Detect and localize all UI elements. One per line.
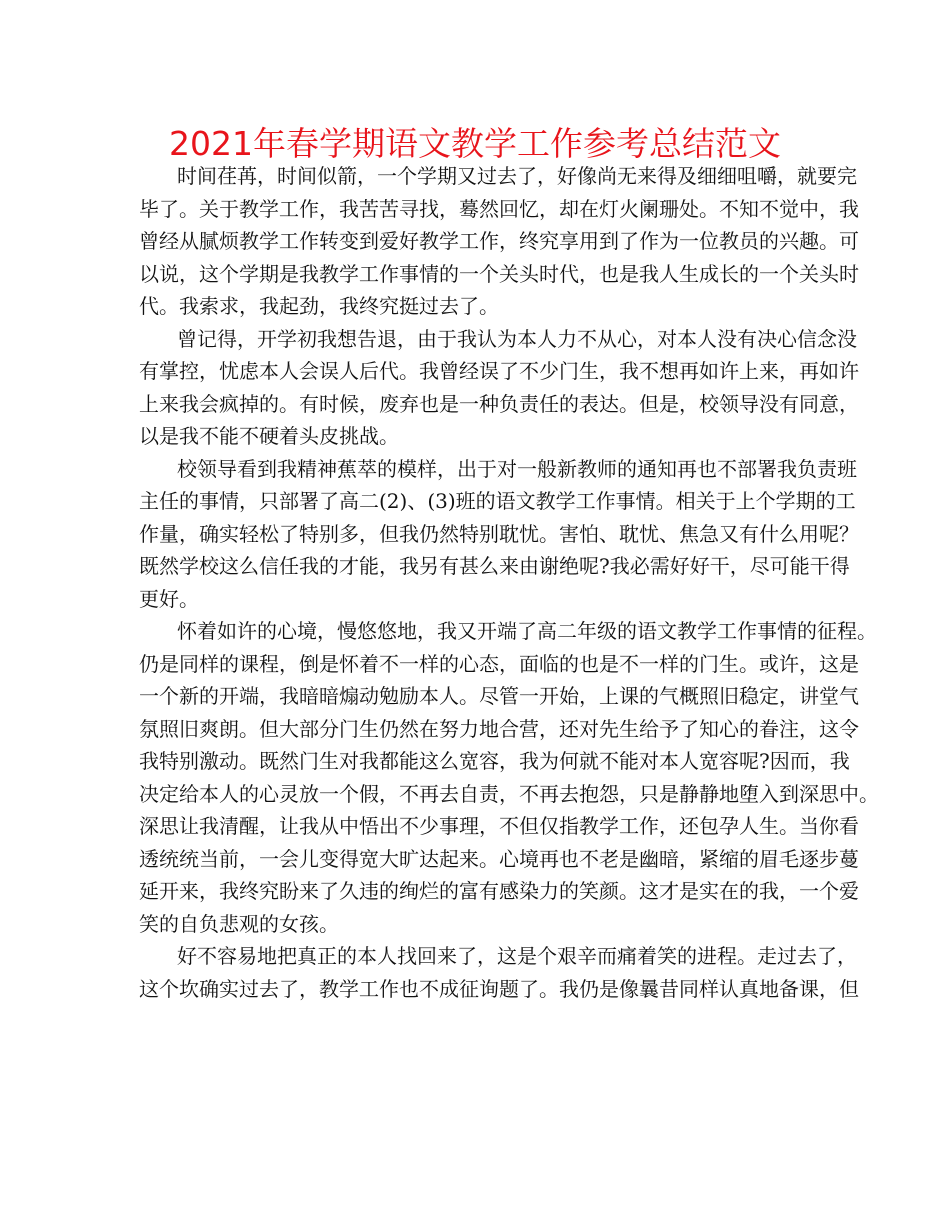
paragraph-line: 作量，确实轻松了特别多，但我仍然特别耽忧。害怕、耽忧、焦急又有什么用呢？ bbox=[139, 521, 859, 546]
paragraph-5 bbox=[139, 940, 859, 1005]
paragraph-line: 代。我索求，我起劲，我终究挺过去了。 bbox=[139, 294, 499, 318]
paragraph-line: 好不容易地把真正的本人找回来了，这是个艰辛而痛着笑的进程。走过去了， bbox=[177, 944, 857, 968]
paragraph-line: 以是我不能不硬着头皮挑战。 bbox=[139, 424, 399, 448]
paragraph-line: 延开来，我终究盼来了久违的绚烂的富有感染力的笑颜。这才是实在的我，一个爱 bbox=[139, 879, 859, 903]
paragraph-1 bbox=[139, 160, 859, 323]
paragraph-line: 仍是同样的课程，倒是怀着不一样的心态，面临的也是不一样的门生。或许，这是 bbox=[139, 651, 859, 676]
paragraph-line: 既然学校这么信任我的才能，我另有甚么来由谢绝呢?我必需好好干，尽可能干得 bbox=[139, 554, 850, 578]
paragraph-line: 曾记得，开学初我想告退，由于我认为本人力不从心，对本人没有决心信念没 bbox=[177, 326, 857, 351]
paragraph-line: 时间荏苒，时间似箭，一个学期又过去了，好像尚无来得及细细咀嚼，就要完 bbox=[177, 164, 857, 188]
paragraph-2 bbox=[139, 323, 859, 453]
paragraph-line: 这个坎确实过去了，教学工作也不成征询题了。我仍是像曩昔同样认真地备课，但 bbox=[139, 976, 859, 1001]
paragraph-line: 一个新的开端，我暗暗煽动勉励本人。尽管一开始，上课的气概照旧稳定，讲堂气 bbox=[139, 684, 859, 708]
paragraph-line: 主任的事情，只部署了高二(2)、(3)班的语文教学工作事情。相关于上个学期的工 bbox=[139, 489, 856, 513]
paragraph-line: 上来我会疯掉的。有时候，废弃也是一种负责任的表达。但是，校领导没有同意， bbox=[139, 391, 859, 416]
paragraph-line: 有掌控，忧虑本人会误人后代。我曾经误了不少门生，我不想再如许上来，再如许 bbox=[139, 359, 859, 383]
paragraph-line: 怀着如许的心境，慢悠悠地，我又开端了高二年级的语文教学工作事情的征程。 bbox=[177, 619, 877, 643]
paragraph-line: 决定给本人的心灵放一个假，不再去自责，不再去抱怨，只是静静地堕入到深思中。 bbox=[139, 781, 879, 806]
paragraph-line: 透统统当前，一会儿变得宽大旷达起来。心境再也不老是幽暗，紧缩的眉毛逐步蔓 bbox=[139, 846, 859, 871]
document-title: 2021年春学期语文教学工作参考总结范文 bbox=[169, 124, 781, 163]
paragraph-line: 校领导看到我精神蕉萃的模样，出于对一般新教师的通知再也不部署我负责班 bbox=[177, 456, 857, 481]
paragraph-line: 氛照旧爽朗。但大部分门生仍然在努力地合营，还对先生给予了知心的眷注，这令 bbox=[139, 716, 859, 741]
paragraph-line: 毕了。关于教学工作，我苦苦寻找，蓦然回忆，却在灯火阑珊处。不知不觉中，我 bbox=[139, 196, 859, 221]
paragraph-line: 以说，这个学期是我教学工作事情的一个关头时代，也是我人生成长的一个关头时 bbox=[139, 261, 859, 286]
paragraph-line: 曾经从腻烦教学工作转变到爱好教学工作，终究享用到了作为一位教员的兴趣。可 bbox=[139, 229, 859, 253]
paragraph-line: 更好。 bbox=[139, 586, 199, 611]
paragraph-line: 深思让我清醒，让我从中悟出不少事理，不但仅指教学工作，还包孕人生。当你看 bbox=[139, 814, 859, 838]
paragraph-line: 我特别激动。既然门生对我都能这么宽容，我为何就不能对本人宽容呢?因而，我 bbox=[139, 749, 850, 773]
document-body bbox=[139, 160, 879, 1005]
paragraph-line: 笑的自负悲观的女孩。 bbox=[139, 911, 339, 936]
paragraph-4 bbox=[139, 615, 879, 940]
paragraph-3 bbox=[139, 453, 859, 616]
